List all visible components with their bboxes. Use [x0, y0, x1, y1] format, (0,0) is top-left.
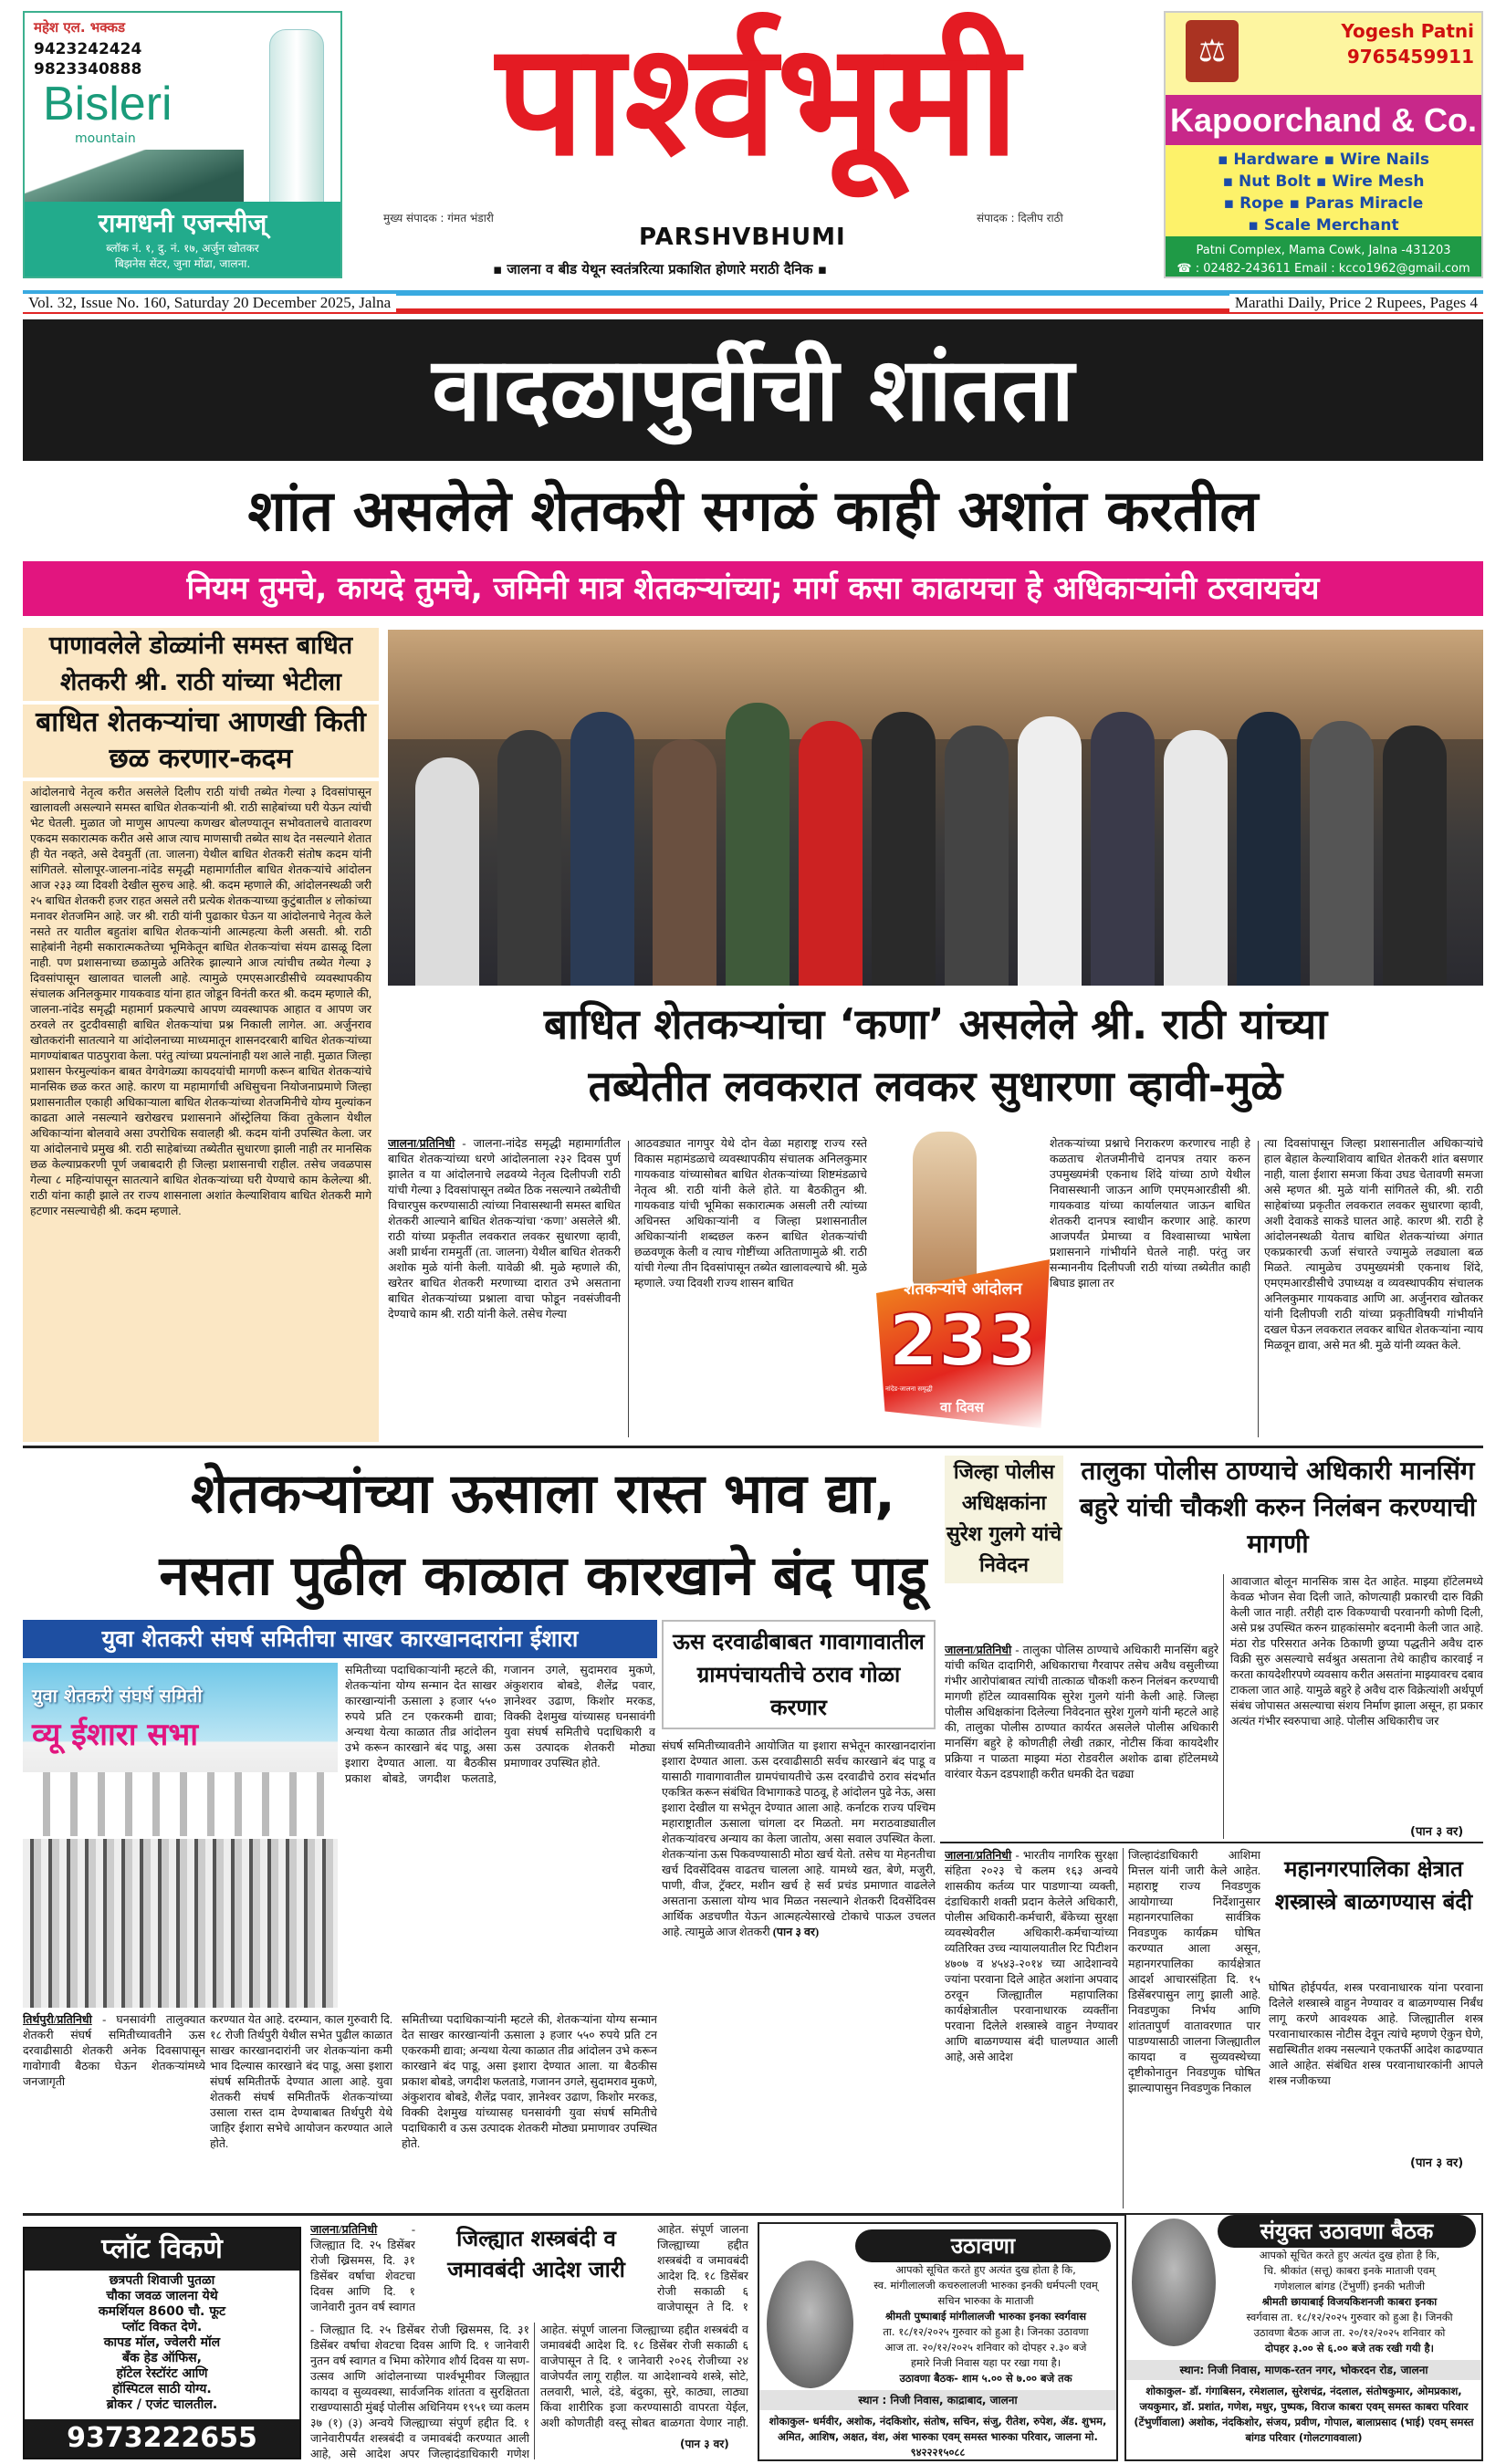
agency-address: ब्लॉक नं. १, दु. नं. १७, अर्जुन खोतकर [106, 242, 259, 255]
obituary-text [855, 2262, 1116, 2386]
text-line: चि. श्रीकांत (सत्तू) काबरा इनके माताजी एवम् [1263, 2264, 1436, 2277]
scale-icon: ⚖ [1186, 20, 1239, 82]
chief-editor: मुख्य संपादक : गंमत भंडारी [383, 212, 494, 224]
text-line: सचिन भारुका के माताजी [937, 2294, 1034, 2307]
ad-contact-name: महेश एल. भक्कड [34, 19, 126, 36]
contact-line: ☎ : 02482-243611 Email : kcco1962@gmail.com [1177, 262, 1470, 276]
sugarcane-strap: युवा शेतकरी संघर्ष समितीचा साखर कारखानदारांना ईशारा [23, 1620, 657, 1658]
text-line: ता. १८/१२/२०२५ गुरुवार को हुआ है। जिनका उठावणा [883, 2325, 1089, 2338]
editor: संपादक : दिलीप राठी [977, 212, 1063, 224]
banner-text: युवा शेतकरी संघर्ष समिती [32, 1685, 203, 1707]
text-line: हमारे निजी निवास यहा पर रखा गया है। [910, 2356, 1062, 2369]
body-text: - तालुका पोलिस ठाण्याचे अधिकारी मानसिंग बहुरे यांची कथित दादागिरी, अधिकाराचा गैरवापर तसेच अवैध वसुलीच्या गंभीर आरोपांबाबत त्यांची तात्काळ चौकशी करुन निलंबन करण्याची मागणी हॉटेल व्यावसायिक सुरेश गुलगे यांनी केली आहे. जिल्हा पोलीस अधिक्षकांना दिलेल्या निवेदनात सुरेश गुलगे यांनी म्हटले आहे की, तालुका पोलीस ठाण्यात कार्यरत असलेले पोलीस अधिकारी मानसिंग बहुरे हे कोणतीही लेखी तक्रार, नोटीस किंवा कायदेशीर प्रक्रिया न पाळता माझ्या मंठा रोडवरील अशोक ढाबा हॉटेलमध्ये वारंवार येऊन दडपशाही करीत धमकी देत चढ्या [945, 1644, 1218, 1780]
municipal-body: घोषित होईपर्यत, शस्त्र परवानाधारक यांना परवाना दिलेले शस्त्रास्त्रे वाहुन नेण्यावर व बाळगण्यास निर्बंध लागू करणे आवश्यक आहे. जिल्ह्यातील शस्त्र परवानाधारकास नोटीस देवून त्यांचे म्हणणे ऐकुन घेणे, सद्यस्थितीत शक्य नसल्याने एकतर्फी आदेश काढण्यात आले आहेत. संबंधित शस्त्र परवानाधारकांनी आपले शस्त्र नजीकच्या [1269, 1981, 1483, 2087]
obituary-notice [758, 2222, 1118, 2461]
company-address [1166, 236, 1481, 277]
bisleri-advertisement [23, 11, 342, 278]
text-line: श्रीमती पुष्पाबाई मांगीलालजी भारुका इनका स्वर्गवास [885, 2310, 1086, 2323]
banner-subtext: व्यू ईशारा सभा [32, 1717, 199, 1753]
continued-label: (पान ३ वर) [680, 2438, 729, 2450]
continued-label: (पान ३ वर) [1410, 1825, 1464, 1839]
text-line: आपको सूचित करते हुए अत्यंत दुख होता है कि, [1259, 2249, 1440, 2261]
agency-name: रामाधनी एजन्सीज् [98, 208, 267, 238]
agency-address: बिझनेस सेंटर, जुना मोंढा, जालना. [114, 257, 251, 270]
ad-line: कमर्शियल 8600 चौ. फूट [98, 2304, 226, 2319]
product-item: ▪ Hardware ▪ Wire Nails [1217, 151, 1430, 169]
address-line: Patni Complex, Mama Cowk, Jalna -431203 [1196, 244, 1451, 257]
ad-line: प्लॉट विकत देणे. [121, 2320, 203, 2334]
dateline: जालना/प्रतिनिधी [945, 1849, 1012, 1862]
body-text: - भारतीय नागरिक सुरक्षा संहिता २०२३ चे कलम १६३ अन्वये शासकीय कर्तव्य पार पाडणाऱ्या व्यक्ती, दंडाधिकारी शक्ती प्रदान केलेले अधिकारी, पोलीस अधिकारी-कर्मचारी, बँकेच्या सुरक्षा व्यवस्थेवरील अधिकारी-कर्मचाऱ्यांच्या व्यतिरिक्त उच्च न्यायालयातील रिट पिटीशन ४७०७ व ४५४३-२०१४ च्या आदेशान्वये ज्यांना परवाना दिले आहेत अशांना अपवाद ठरवून जिल्ह्यातील महापालिका कार्यक्षेत्रातील परवानाधारक व्यक्तींना परवाना दिलेले शस्त्रास्त्रे वाहुन नेण्यावर आणि बाळगण्यास बंदी घालण्यात आली आहे, असे आदेश [945, 1849, 1118, 2063]
dateline: जालना/प्रतिनिधी [945, 1644, 1012, 1656]
text-line: उठावणा बैठक आज ता. २०/१२/२०२५ शनिवार को [1253, 2326, 1446, 2339]
plot-sale-advertisement [23, 2227, 301, 2459]
product-list [1166, 145, 1481, 236]
ad-phone: 9765459911 [1346, 46, 1474, 68]
body-text: - जिल्ह्यात दि. २५ डिसेंबर रोजी ख्रिसमस, दि. ३१ डिसेंबर वर्षाचा शेवटचा दिवस आणि दि. १ जानेवारी नुतन वर्ष स्वागत [310, 2223, 415, 2313]
plot-ad-phone: 9373222655 [25, 2419, 299, 2458]
dateline: जालना/प्रतिनिधी [310, 2223, 378, 2236]
headline-line: तब्येतीत लवकरात लवकर सुधारणा व्हावी-मुळे [588, 1061, 1283, 1111]
text-line: स्व. मांगीलालजी कचरुलालजी भारुका इनकी धर्मपत्नी एवम् [873, 2279, 1098, 2292]
newspaper-title: पार्श्वभूमी [496, 10, 1020, 191]
police-body: आवाजात बोलून मानसिक त्रास देत आहेत. माझ्या हॉटेलमध्ये केवळ भोजन सेवा दिली जाते, कोणत्याही प्रकारची दारु विक्री केली जात नाही. तरीही दारु विकण्याची परवानगी कोणी दिली, असे प्रश्न उपस्थित करुन ग्राहकांसमोर बदनामी केली जात आहे. मंठा रोड परिसरात अनेक ठिकाणी छुप्या पद्धतीने अवैध दारु विक्री सुरु असल्याचे सर्वश्रुत असताना तेथे काहीच कारवाई न करता कायदेशीरपणे व्यवसाय करीत असतांना माझ्यावरच दबाव टाकला जात आहे. यामुळे बहुरे हे अवैध दारु विक्रेत्यांशी अर्थपूर्ण संबंध जोपासत असल्याचा संशय निर्माण झाला असून, हा प्रकार अत्यंत गंभीर स्वरुपाचा आहे. पोलीस अधिकारीच जर [1230, 1575, 1483, 1728]
poster-suffix: वा दिवस [940, 1399, 984, 1415]
arms-body: - जिल्ह्यात दि. २५ डिसेंबर रोजी ख्रिसमस, दि. ३१ डिसेंबर वर्षाचा शेवटचा दिवस आणि दि. १ जानेवारी नुतन वर्ष स्वागत व भिमा कोरेगाव शौर्य दिवस या सण-उत्सव आणि आंदोलनाच्या पार्श्वभूमीवर जिल्ह्यात कायदा व सुव्यवस्था, सार्वजनिक शांतता व सुरक्षितता राखण्यासाठी मुंबई पोलीस अधिनियम १९५१ च्या कलम ३७ (१) (३) अन्वये जिल्ह्याच्या संपुर्ण हद्दीत दि. १ जानेवारीपर्यंत शस्त्रबंदी व जमावबंदी करण्यात आली आहे, असे आदेश अपर जिल्हादंडाधिकारी गणेश [310, 2323, 529, 2460]
ad-line: कापड मॉल, ज्वेलरी मॉल [103, 2335, 221, 2350]
issue-info: Vol. 32, Issue No. 160, Saturday 20 December 2025, Jalna [23, 294, 396, 312]
issue-bar [23, 290, 1483, 314]
sugarcane-body: समितीच्या पदाधिकाऱ्यांनी म्हटले की, शेतकऱ्यांना योग्य सन्मान देत साखर कारखान्यांनी ऊसाला ३ हजार ५५० रुपये प्रति टन एकरकमी द्यावा; अन्यथा येत्या काळात तीव्र आंदोलन उभे करून कारखाने बंद पाडू, असा इशारा देण्यात आला. या बैठकीस प्रकाश बोबडे, जगदीश फलताडे, गजानन उगले, सुदामराव मुकणे, अंकुशराव बोबडे, शैलेंद्र पवार, ज्ञानेश्वर उढाण, किशोर मरकड, विक्की देशमुख यांच्यासह घनसावंगी युवा संघर्ष समितीचे पदाधिकारी व ऊस उत्पादक शेतकरी मोठ्या प्रमाणावर उपस्थित होते. [345, 1664, 655, 1785]
headline-line: नसता पुढील काळात कारखाने बंद पाडू [159, 1544, 927, 1608]
text-line: आज ता. २०/१२/२०२५ शनिवार को दोपहर २.३० बजे [884, 2341, 1087, 2354]
sugarcane-body [23, 2012, 205, 2208]
obituary-place: स्थान : निजी निवास, काद्राबाद, जालना [759, 2390, 1116, 2410]
portrait-photo [767, 2260, 853, 2388]
police-body [945, 1643, 1218, 1839]
sugarcane-body-cont: समितीच्या पदाधिकाऱ्यांनी म्हटले की, शेतकऱ्यांना योग्य सन्मान देत साखर कारखान्यांनी ऊसाला ३ हजार ५५० रुपये प्रति टन एकरकमी द्यावा; अन्यथा येत्या काळात तीव्र आंदोलन उभे करून कारखाने बंद पाडू, असा इशारा देण्यात आला. या बैठकीस प्रकाश बोबडे, जगदीश फलताडे, गजानन उगले, सुदामराव मुकणे, अंकुशराव बोबडे, शैलेंद्र पवार, ज्ञानेश्वर उढाण, किशोर मरकड, विक्की देशमुख यांच्यासह घनसावंगी युवा संघर्ष समितीचे पदाधिकारी व ऊस उत्पादक शेतकरी मोठ्या प्रमाणावर उपस्थित होते. [402, 2013, 657, 2150]
agency-label [25, 202, 340, 277]
rally-photo-stage [23, 1663, 338, 1836]
joint-obituary-notice [1124, 2213, 1483, 2461]
photo-story-column: आठवड्यात नागपुर येथे दोन वेळा महाराष्ट्र राज्य रस्ते विकास महामंडळाचे व्यवस्थापकीय संचालक अनिलकुमार गायकवाड यांच्यासोबत बाधित शेतकऱ्यांच्या शिष्टमंडळाचे नेतृत्व श्री. राठी यांनी केले होते. या बैठकीतुन श्री. गायकवाड यांची भूमिका सकारात्मक असली तरी त्यांच्या अधिनस्त अधिकाऱ्यांनी व जिल्हा प्रशासनातील अधिकाऱ्यांनी शब्दछल करुन बाधित शेतकऱ्यांची छळवणूक केली व त्याच गोष्टींच्या अतिताणामुळे श्री. राठी यांची गेल्या तीन दिवसांपासून तब्येत खालावल्याचे श्री. मुळे म्हणाले. ज्या दिवशी राज्य शासन बाधित [634, 1137, 867, 1289]
municipal-headline: महानगरपालिका क्षेत्रात शस्त्रास्त्रे बाळगण्यास बंदी [1274, 1856, 1473, 1915]
left-story-body: आंदोलनाचे नेतृत्व करीत असलेले दिलीप राठी यांची तब्येत गेल्या ३ दिवसांपासून खालावली असल्याने समस्त बाधित शेतकऱ्यांनी श्री. राठी साहेबांच्या घरी येऊन त्यांची भेट घेतली. मुळात जो माणुस आपल्या कणखर बोलण्यातून सभोवतालचे वातावरण एकदम सकारात्मक करीत असे आज त्याच माणसाची तब्येत साथ देत नसल्याने शेतात ही येत नव्हते, असे देवमुर्ती (ता. जालना) येथील बाधित शेतकरी संतोष कदम यांनी सांगितले. सोलापूर-जालना-नांदेड समृद्धी महामार्गातील बाधित शेतकऱ्यांचे आंदोलन आज २३३ व्या दिवशी देखील सुरुच आहे. श्री. कदम म्हणाले की, आंदोलनस्थळी जरी २५ बाधित शेतकरी हजर राहत असले तरी प्रत्येक शेतकऱ्याच्या कुटुंबातील ४ लोकांच्या मनावर शेतजमिन आहे. जर श्री. राठी यांनी पुढाकार घेऊन या आंदोलनाचे नेतृत्व केले नसते तर यातील बहुतांश बाधित शेतकऱ्यांनी आत्महत्या केली असती. श्री. राठी साहेबांनी नेहमी सकारात्मकतेच्या भूमिकेतून बाधित शेतकऱ्यांचा संयम ढासळू दिला नाही. पण प्रशासनाच्या छळामुळे अतिरेक झाल्याने आज त्यांचीच तब्येत गेल्या ३ दिवसांपासून खालावत चालली आहे. त्यामुळे एमएसआरडीसीचे व्यवस्थापकीय संचालक अनिलकुमार गायकवाड यांना हात जोडून विनंती करत श्री. कदम म्हणाले की, जालना-नांदेड समृद्धी महामार्ग प्रकल्पाचे आपण व्यवस्थापक आहात व आपण जर ठरवले तर दुटदीवसाही बाधित शेतकऱ्यांचा प्रश्न निकाली लागेल. आ. अर्जुनराव खोतकरांनी सातत्याने या आंदोलनाच्या माध्यमातून शासनदरबारी बाधित शेतकऱ्यांच्या मागण्यांबाबत पाठपुरावा केला. परंतु त्यांच्या प्रयत्नांनाही यश आले नाही. मुळात जिल्हा प्रशासन फेरमुल्यांकन बाबत वेगवेगळ्या कायदयांची मागणी करून बाधित शेतकऱ्यांचे मानसिक छळ करत आहे. कारण या महामार्गाची अधिसुचना नियोजनाप्रमाणे जिल्हा प्रशासनातील एकाही अधिकाऱ्याला बाधित शेतकऱ्यांच्या शेतजमिनीचे योग्य मुल्यांकन काढता आले नसल्याने खरोखरच प्रशासनाने ऑस्ट्रेलिया किंवा तुकेलान येथील अधिकाऱ्यांना बोलवावे असा उपरोधिक सवालही श्री. कदम यांनी उपस्थित केला. जर या आंदोलनाचे प्रमुख श्री. राठी साहेबांच्या तब्येतीत सुधारणा झाली नाही तर मानसिक छळ केल्याप्रकरणी पूर्ण जबाबदारी ही जिल्हा प्रशासनाची राहील. तसेच जवळपास गेल्या ८ महिन्यांपासून सातत्याने बाधित शेतकऱ्यांच्या घरी येण्याचे काम केलेल्या श्री. राठी यांना काही झाले तर राज्य शासनाला अशांत केल्याशिवाय बाधित शेतकरी मागे हटणार नसल्याचेही श्री. कदम म्हणाले. [23, 781, 379, 1442]
arms-headline: जिल्ह्यात शस्त्रबंदी व जमावबंदी आदेश जारी [447, 2226, 625, 2282]
dateline: तिर्थपुरी/प्रतिनिधी [23, 2013, 92, 2026]
obituary-mourners: शोकाकुल- धर्मवीर, अशोक, नंदकिशोर, संतोष, सचिन, संजु, रीतेश, रुपेश, ॲड. शुभम, अमित, आशिष, अक्षत, वंश, अंश भारुका एवम् समस्त भारुका परिवार, जालना मो. ९४२२२१५०८८ [769, 2415, 1107, 2459]
english-title: PARSHVBHUMI [639, 224, 846, 251]
text-line: गणेशलाल बांगड (टेंभुर्णी) इनकी भतीजी [1273, 2280, 1426, 2292]
agitation-poster [876, 1132, 1050, 1433]
obituary-mourners: शोकाकुल- डॉ. गंगाबिसन, रमेशलाल, सुरेशचंद्र, नंदलाल, संतोषकुमार, ओमप्रकाश, जयकुमार, डॉ. प्रशांत, गणेश, मधुर, पुष्पक, विराज काबरा एवम् समस्त काबरा परिवार (टेंभुर्णीवाला) अशोक, नंदकिशोर, संजय, प्रवीण, गोपाल, बालाप्रसाद (भाई) एवम् समस्त बांगड परिवार (गोलटगाववाला) [1134, 2385, 1474, 2444]
arms-body-top: आहेत. संपूर्ण जालना जिल्ह्याच्या हद्दीत शस्त्रबंदी व जमावबंदी आदेश दि. १८ डिसेंबर रोजी सकाळी ६ वाजेपासून ते दि. १ [657, 2223, 748, 2313]
ad-brand: Bisleri [43, 78, 173, 131]
text-line: श्रीमती छायाबाई विजयकिशनजी काबरा इनका [1261, 2295, 1438, 2308]
arms-body [540, 2323, 748, 2431]
arms-body [310, 2222, 415, 2315]
price-info: Marathi Daily, Price 2 Rupees, Pages 4 [1229, 294, 1483, 312]
strap-headline: नियम तुमचे, कायदे तुमचे, जमिनी मात्र शेतकऱ्यांच्या; मार्ग कसा काढायचा हे अधिकाऱ्यांनी ठरवायचंय [23, 561, 1483, 616]
police-headline: तालुका पोलीस ठाण्याचे अधिकारी मानसिंग बहुरे यांची चौकशी करुन निलंबन करण्याची मागणी [1079, 1456, 1477, 1559]
left-headline: बाधित शेतकऱ्यांचा आणखी किती छळ करणार-कदम [23, 705, 379, 778]
ad-line: ब्रोकर / एजंट चालतील. [106, 2397, 218, 2412]
ad-phone: 9823340888 [34, 60, 142, 78]
body-text: आहेत. संपूर्ण जालना जिल्ह्याच्या हद्दीत शस्त्रबंदी व जमावबंदी आदेश दि. १८ डिसेंबर रोजी सकाळी ६ वाजेपासून ते दि. १ जानेवारी २०२६ रोजीच्या २४ वाजेपर्यंत लागू राहील. या आदेशान्वये शस्त्रे, सोटे, तलवारी, भाले, दंडे, बंदुका, सुरे, काठ्या, लाठ्या किंवा शारीरिक इजा करण्यासाठी वापरता येईल, अशी कोणतीही वस्तू सोबत बाळगता येणार नाही. [540, 2323, 748, 2429]
continued-label: (पान ३ वर) [1410, 2156, 1464, 2170]
sub-headline: शांत असलेले शेतकरी सगळं काही अशांत करतील [247, 477, 1259, 544]
product-item: ▪ Scale Merchant [1248, 216, 1399, 235]
company-name: Kapoorchand & Co. [1166, 95, 1481, 145]
ad-line: हॉस्पिटल साठी योग्य. [112, 2382, 212, 2396]
obituary-title: संयुक्त उठावणा बैठक [1218, 2215, 1476, 2248]
product-item: ▪ Rope ▪ Paras Miracle [1223, 194, 1424, 213]
column-text: - जालना-नांदेड समृद्धी महामार्गातील बाधित शेतकऱ्यांच्या धरणे आंदोलनाला २३२ दिवस पुर्ण झालेत व या आंदोलनाचे लढवय्ये नेतृत्व दिलीपजी राठी यांची गेल्या ३ दिवसांपासून तब्येत ठिक नसल्याने तब्येतीची विचारपुस करण्यासाठी त्यांच्या निवासस्थानी समस्त बाधित शेतकरी आल्याने बाधित शेतकऱ्यांचा ‘कणा’ असलेले श्री. राठी यांच्या प्रकृतीत लवकरात लवकर सुधारणा व्हावी, अशी प्रार्थना राममुर्ती (ता. जालना) येथील बाधित शेतकरी अशोक मुळे यांनी केली. यावेळी श्री. मुळे म्हणाले की, खरेतर बाधित शेतकरी मरणाच्या दारात उभे असताना बाधित शेतकऱ्यांच्या प्रश्नाला वाचा फोडून नवसंजीवनी देण्याचे काम श्री. राठी यांनी केले. तसेच गेल्या [388, 1137, 621, 1321]
tagline: ▪ जालना व बीड येथून स्वतंत्ररित्या प्रकाशित होणारे मराठी दैनिक ▪ [493, 261, 827, 277]
farmer-illustration [913, 1132, 977, 1287]
sugarcane-headline [23, 1453, 1063, 1617]
plot-ad-title: प्लॉट विकणे [25, 2229, 299, 2271]
obituary-place: स्थान: निजी निवास, माणक-रतन नगर, भोकरदन रोड, जालना [1126, 2360, 1481, 2380]
main-headline: वादळापुर्वीची शांतता [23, 319, 1483, 461]
text-line: उठावणा बैठक- शाम ५.०० से ७.०० बजे तक [899, 2372, 1072, 2385]
product-item: ▪ Nut Bolt ▪ Wire Mesh [1222, 172, 1425, 191]
gram-headline: ऊस दरवाढीबाबत गावागावातील ग्रामपंचायतीचे ठराव गोळा करणार [662, 1620, 936, 1729]
body-text: संघर्ष समितीच्यावतीने आयोजित या इशारा सभेतून कारखानदारांना इशारा देण्यात आला. ऊस दरवाढीसाठी सर्वच कारखाने बंद पाडू व यासाठी गावागावातील ग्रामपंचायतीचे ऊस दरवाढीचे ठराव संदर्भात एकत्रित करून संबंधित विभागाकडे पाठवू, हे आंदोलन पुढे नेऊ, असा इशारा देखील या सभेतून देण्यात आला आहे. कर्नाटक राज्य पश्चिम महाराष्ट्रातील ऊसाला चांगला दर मिळतो. मग मराठवाड्यातील शेतकऱ्यांवरच अन्याय का केला जातोय, असा सवाल उपस्थित केला. शेतकऱ्यांना ऊस पिकवण्यासाठी मोठा खर्च येतो. तसेच या मेहनतीचा खर्च दिवसेंदिवस वाढतच चालला आहे. यामध्ये खत, बेणे, मजुरी, पाणी, वीज, ट्रॅक्टर, मशीन खर्च हे सर्व प्रचंड प्रमाणात वाढलेले असताना ऊसाला योग्य भाव मिळत नसल्याने शेतकरी दिवसेंदिवस आर्थिक अडचणीत येऊन आत्महत्येसारखे टोकाचे पाऊल उचलत आहे. त्यामुळे आज शेतकरी [662, 1739, 936, 1938]
obituary-text [1218, 2248, 1481, 2356]
group-photo [388, 630, 1483, 986]
rally-photo-crowd [23, 1839, 338, 2008]
left-kicker: पाणावलेले डोळ्यांनी समस्त बाधित शेतकरी श्री. राठी यांच्या भेटीला [23, 628, 379, 701]
photo-story-column: त्या दिवसांपासून जिल्हा प्रशासनातील अधिकाऱ्यांचे हाल बेहाल केल्याशिवाय बाधित शेतकरी शांत बसणार नाही, याला ईशारा समजा किंवा उघड चेतावणी समजा असे म्हणत श्री. मुळे यांनी सांगितले की, श्री. राठी साहेबांच्या प्रकृतीत लवकरात लवकर सुधारणा व्हावी, अशी देवाकडे साकडे घालत आहे. कारण श्री. राठी हे आंदोलनस्थळी येताच बाधित शेतकऱ्यांच्या अंगात एकप्रकारची ऊर्जा संचारते ज्यामुळे लढ्याला बळ मिळते. त्यामुळेच उपमुख्यमंत्री एकनाथ शिंदे, एमएमआरडीसीचे उपाध्यक्ष व व्यवस्थापकीय संचालक अनिलकुमार गायकवाड आणि आ. अर्जुनराव खोतकर यांनी दिलीपजी राठी यांच्या प्रकृतीविषयी गांभीर्याने दखल घेऊन लवकरात लवकर बाधित शेतकऱ्यांना न्याय मिळवून द्यावा, असे मत श्री. मुळे यांनी व्यक्त केले. [1264, 1137, 1483, 1352]
poster-number: 233 [888, 1300, 1038, 1383]
poster-small: नांदेड-जालना समृद्धी [885, 1385, 933, 1393]
obituary-title: उठावणा [855, 2229, 1111, 2262]
text-line: स्वर्गवास ता. १८/१२/२०२५ गुरुवार को हुआ है। जिनकी [1246, 2311, 1453, 2323]
dateline: जालना/प्रतिनिधी [388, 1137, 455, 1150]
photo-story-headline [388, 993, 1483, 1117]
ad-line: छत्रपती शिवाजी पुतळा [109, 2273, 215, 2288]
text-line: आपको सूचित करते हुए अत्यंत दुख होता है कि, [895, 2263, 1076, 2276]
continued-label: (पान ३ वर) [772, 1926, 820, 1938]
sugarcane-body: करण्यात येत आहे. दरम्यान, काल गुरुवारी दि. १८ रोजी तिर्थपुरी येथील सभेत पुढील काळात साखर कारखानदारांनी जर शेतकऱ्यांना कमी भाव दिल्यास कारखाने बंद पाडू, असा इशारा संघर्ष समितीतर्फे देण्यात आला आहे. युवा शेतकरी संघर्ष समितीतर्फे शेतकऱ्यांच्या उसाला रास्त दाम देण्याबाबत तिर्थपुरी येथे जाहिर ईशारा सभेचे आयोजन करण्यात आले होते. [210, 2013, 392, 2150]
municipal-body [945, 1848, 1118, 2208]
photo-story-column: शेतकऱ्यांच्या प्रश्नाचे निराकरण करणारच नाही हे कळताच शेतजमीनीचे दानपत्र तयार करुन उपमुख्यमंत्री एकनाथ शिंदे यांच्या ठाणे येथील निवासस्थानी जाऊन आणि एमएमआरडीसी श्री. गायकवाड यांच्या कार्यालयात जाऊन बाधित शेतकरी दानपत्र स्वाधीन करणार आहे. कारण आजपर्यंत प्रेमाच्या व विश्वासाच्या भाषेला प्रशासनाने गांभीर्याने घेतले नाही. परंतु जर सन्माननीय दिलीपजी राठी यांच्या तब्येतीत काही बिघाड झाला तर [1050, 1137, 1250, 1289]
headline-line: बाधित शेतकऱ्यांचा ‘कणा’ असलेले श्री. राठी यांच्या [543, 999, 1328, 1049]
headline-line: शेतकऱ्यांच्या ऊसाला रास्त भाव द्या, [191, 1462, 895, 1526]
text-line: दोपहर ३.०० से ६.०० बजे तक रखी गयी है। [1264, 2342, 1434, 2354]
water-bottle-image [269, 29, 324, 212]
ad-person-name: Yogesh Patni [1341, 20, 1474, 42]
ad-line: बँक हेड ऑफिस, [122, 2351, 202, 2365]
photo-story-column [388, 1136, 621, 1442]
ad-line: चौका जवळ जालना येथे [106, 2289, 218, 2303]
portrait-photo [1132, 2219, 1216, 2346]
kapoorchand-advertisement [1164, 11, 1483, 278]
body-text: - घनसावंगी तालुक्यात शेतकरी संघर्ष समितीच्यावतीने ऊस दरवाढीसाठी शेतकरी अनेक दिवसापासून गावोगावी बैठका घेऊन शेतकऱ्यांमध्ये जनजागृती [23, 2013, 205, 2088]
ad-sub-brand: mountain [75, 131, 136, 146]
ad-phone: 9423242424 [34, 40, 142, 58]
police-sidebox: जिल्हा पोलीस अधिक्षकांना सुरेश गुलगे यांचे निवेदन [945, 1456, 1063, 1583]
plot-ad-text [25, 2271, 299, 2416]
poster-title: शेतकऱ्यांचे आंदोलन [904, 1279, 1022, 1299]
gram-body [662, 1738, 936, 2208]
municipal-body: जिल्हादंडाधिकारी आशिमा मित्तल यांनी जारी केले आहेत. महाराष्ट्र राज्य निवडणुक आयोगाच्या निर्देशानुसार महानगरपालिका सार्वत्रिक निवडणुक कार्यक्रम घोषित करण्यात आला असून, महानगरपालिका कार्यक्षेत्रात आदर्श आचारसंहिता दि. १५ डिसेंबरपासुन लागु झाली आहे. निवडणुका निर्भय आणि शांततापुर्ण वातावरणात पार पाडण्यासाठी जालना जिल्ह्यातील कायदा व सुव्यवस्थेच्या दृष्टीकोनातुन निवडणुक घोषित झाल्यापासुन निवडणुक निकाल [1128, 1849, 1260, 2094]
ad-line: हॉटेल रेस्टॉरंट आणि [116, 2366, 208, 2381]
